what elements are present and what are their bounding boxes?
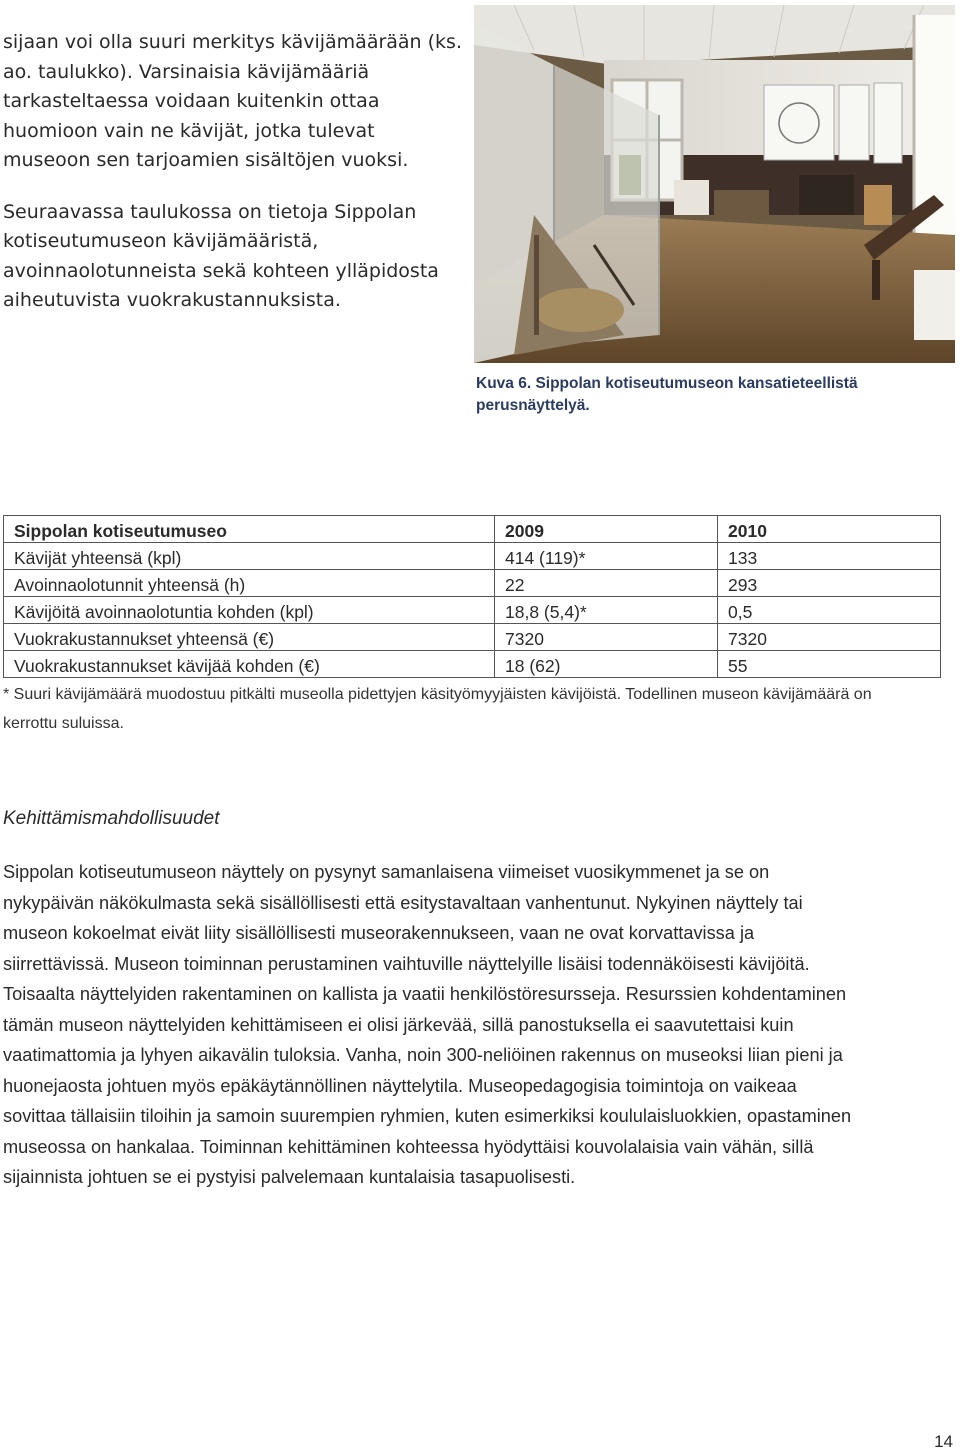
body-line: nykypäivän näkökulmasta sekä sisällöllisesti että esitystavaltaan vanhentunut. Nykyinen näyttely tai <box>3 892 803 913</box>
table-cell: 7320 <box>718 624 941 651</box>
table-row <box>4 651 941 678</box>
body-line: museon kokoelmat eivät liity sisällöllisesti museorakennukseen, vaan ne ovat korvattavissa ja <box>3 923 755 943</box>
table-header: 2010 <box>718 516 941 543</box>
museum-exhibition-photo <box>474 5 955 363</box>
table-cell: 18,8 (5,4)* <box>495 597 718 624</box>
table-cell: 55 <box>718 651 941 678</box>
body-line: museossa on hankalaa. Toiminnan kehittäminen kohteessa hyödyttäisi kouvolalaisia vain vähän, sillä <box>3 1136 814 1157</box>
intro-paragraph: Seuraavassa taulukossa on tietoja Sippolan kotiseutumuseon kävijämääristä, avoinnaolotunneista sekä kohteen ylläpidosta aiheutuvista vuokrakustannuksista. <box>3 200 439 311</box>
table-cell: Kävijöitä avoinnaolotuntia kohden (kpl) <box>4 597 495 624</box>
visitor-statistics-table <box>3 515 941 678</box>
table-cell: 0,5 <box>718 597 941 624</box>
table-cell: 7320 <box>495 624 718 651</box>
table-cell: Vuokrakustannukset kävijää kohden (€) <box>4 651 495 678</box>
table-cell: 18 (62) <box>495 651 718 678</box>
body-line: Sippolan kotiseutumuseon näyttely on pysynyt samanlaisena viimeiset vuosikymmenet ja se on <box>3 862 770 882</box>
table-header: Sippolan kotiseutumuseo <box>4 516 495 543</box>
table-row <box>4 624 941 651</box>
body-line: sijainnista johtuen se ei pystyisi palvelemaan kuntalaisia tasapuolisesti. <box>3 1167 576 1187</box>
body-line: tämän museon näyttelyiden kehittämiseen ei olisi järkevää, sillä panostuksella ei saavutettaisi kuin <box>3 1014 794 1035</box>
table-row <box>4 570 941 597</box>
table-cell: Avoinnaolotunnit yhteensä (h) <box>4 570 495 597</box>
body-line: sovittaa tällaisiin tiloihin ja samoin suurempien ryhmien, kuten esimerkiksi koululaisluokkien, opastaminen <box>3 1106 852 1126</box>
table-footnote: * Suuri kävijämäärä muodostuu pitkälti museolla pidettyjen käsityömyyjäisten kävijöistä. Todellinen museon kävijämäärä on kerrottu suluissa. <box>3 686 872 732</box>
intro-paragraph: sijaan voi olla suuri merkitys kävijämäärään (ks. ao. taulukko). Varsinaisia kävijämääriä tarkasteltaessa voidaan kuitenkin ottaa huomioon vain ne kävijät, jotka tulevat museoon sen tarjoamien sisältöjen vuoksi. <box>3 31 462 171</box>
body-line: vaatimattomia ja lyhyen aikavälin tuloksia. Vanha, noin 300-neliöinen rakennus on museoksi liian pieni ja <box>3 1045 843 1065</box>
section-heading: Kehittämismahdollisuudet <box>3 808 220 829</box>
table-cell: 293 <box>718 570 941 597</box>
table-cell: Kävijät yhteensä (kpl) <box>4 543 495 570</box>
body-line: Toisaalta näyttelyiden rakentaminen on kallista ja vaatii henkilöstöresursseja. Resurssien kohdentaminen <box>3 984 847 1004</box>
body-line: huonejaosta johtuen myös epäkäytännöllinen näyttelytila. Museopedagogisia toimintoja on vaikeaa <box>3 1075 797 1096</box>
table-cell: 22 <box>495 570 718 597</box>
table-cell: 133 <box>718 543 941 570</box>
figure-caption: Kuva 6. Sippolan kotiseutumuseon kansatieteellistä perusnäyttelyä. <box>476 375 858 414</box>
intro-text <box>3 28 463 316</box>
table-row <box>4 543 941 570</box>
section-body <box>3 857 959 1193</box>
table-cell: 414 (119)* <box>495 543 718 570</box>
table-header: 2009 <box>495 516 718 543</box>
page-number: 14 <box>934 1432 953 1451</box>
body-line: siirrettävissä. Museon toiminnan perustaminen vaihtuville näyttelyille lisäisi todennäköisesti kävijöitä. <box>3 953 810 974</box>
table-header-row <box>4 516 941 543</box>
table-row <box>4 597 941 624</box>
table-cell: Vuokrakustannukset yhteensä (€) <box>4 624 495 651</box>
